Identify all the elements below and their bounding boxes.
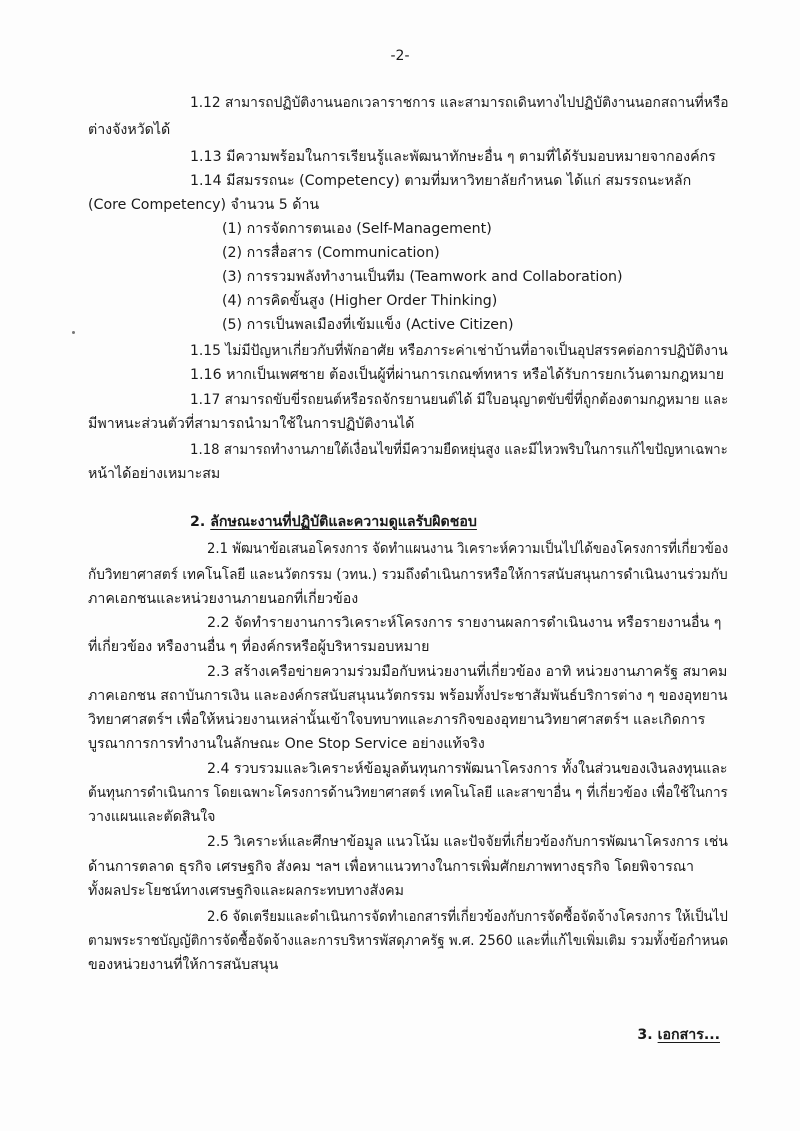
competency-3: (3) การรวมพลังทำงานเป็นทีม (Teamwork and Collaboration): [222, 269, 623, 285]
item-1-12-line-2: ต่างจังหวัดได้: [88, 122, 171, 138]
next-page-marker: [637, 1025, 720, 1045]
item-2-2-line-2: ที่เกี่ยวข้อง หรืองานอื่น ๆ ที่องค์กรหรือผู้บริหารมอบหมาย: [88, 639, 430, 655]
item-1-13: 1.13 มีความพร้อมในการเรียนรู้และพัฒนาทักษะอื่น ๆ ตามที่ได้รับมอบหมายจากองค์กร: [190, 149, 716, 165]
competency-4: (4) การคิดขั้นสูง (Higher Order Thinking): [222, 293, 498, 309]
item-2-2-line-1: 2.2 จัดทำรายงานการวิเคราะห์โครงการ รายงานผลการดำเนินงาน หรือรายงานอื่น ๆ: [207, 615, 722, 631]
item-2-6-line-1: 2.6 จัดเตรียมและดำเนินการจัดทำเอกสารที่เกี่ยวข้องกับการจัดซื้อจัดจ้างโครงการ ให้เป็นไป: [207, 909, 728, 925]
page-number: -2-: [390, 48, 410, 64]
item-2-3-line-4: บูรณาการการทำงานในลักษณะ One Stop Service อย่างแท้จริง: [88, 736, 485, 752]
competency-5: (5) การเป็นพลเมืองที่เข้มแข็ง (Active Citizen): [222, 317, 514, 333]
item-2-3-line-1: 2.3 สร้างเครือข่ายความร่วมมือกับหน่วยงานที่เกี่ยวข้อง อาทิ หน่วยงานภาครัฐ สมาคม: [207, 664, 728, 680]
item-1-15: 1.15 ไม่มีปัญหาเกี่ยวกับที่พักอาศัย หรือภาระค่าเช่าบ้านที่อาจเป็นอุปสรรคต่อการปฏิบัติงาน: [190, 343, 728, 359]
item-2-6-line-2: ตามพระราชบัญญัติการจัดซื้อจัดจ้างและการบริหารพัสดุภาครัฐ พ.ศ. 2560 และที่แก้ไขเพิ่มเติม รวมทั้งข้อกำหนด: [88, 933, 729, 949]
item-2-5-line-2: ด้านการตลาด ธุรกิจ เศรษฐกิจ สังคม ฯลฯ เพื่อหาแนวทางในการเพิ่มศักยภาพทางธุรกิจ โดยพิจารณา: [88, 859, 694, 875]
item-2-4-line-2: ต้นทุนการดำเนินการ โดยเฉพาะโครงการด้านวิทยาศาสตร์ เทคโนโลยี และสาขาอื่น ๆ ที่เกี่ยวข้อง เพื่อใช้ในการ: [88, 785, 728, 801]
item-2-3-line-2: ภาคเอกชน สถาบันการเงิน และองค์กรสนับสนุนนวัตกรรม พร้อมทั้งประชาสัมพันธ์บริการต่าง ๆ ของอุทยาน: [88, 688, 728, 704]
section-2-number: 2.: [190, 514, 206, 530]
item-2-3-line-3: วิทยาศาสตร์ฯ เพื่อให้หน่วยงานเหล่านั้นเข้าใจบทบาทและภารกิจของอุทยานวิทยาศาสตร์ฯ และเกิดการ: [88, 712, 706, 728]
next-section-continuation: เอกสาร...: [657, 1027, 720, 1043]
section-2-heading: [190, 512, 477, 532]
item-2-4-line-1: 2.4 รวบรวมและวิเคราะห์ข้อมูลต้นทุนการพัฒนาโครงการ ทั้งในส่วนของเงินลงทุนและ: [207, 761, 728, 777]
competency-2: (2) การสื่อสาร (Communication): [222, 245, 440, 261]
item-1-16: 1.16 หากเป็นเพศชาย ต้องเป็นผู้ที่ผ่านการเกณฑ์ทหาร หรือได้รับการยกเว้นตามกฎหมาย: [190, 367, 725, 383]
item-2-4-line-3: วางแผนและตัดสินใจ: [88, 809, 216, 825]
item-1-18-line-1: 1.18 สามารถทำงานภายใต้เงื่อนไขที่มีความยืดหยุ่นสูง และมีไหวพริบในการแก้ไขปัญหาเฉพาะ: [190, 442, 728, 458]
item-1-17-line-1: 1.17 สามารถขับขี่รถยนต์หรือรถจักรยานยนต์ได้ มีใบอนุญาตขับขี่ที่ถูกต้องตามกฎหมาย และ: [190, 392, 729, 408]
item-1-14-line-1: 1.14 มีสมรรถนะ (Competency) ตามที่มหาวิทยาลัยกำหนด ได้แก่ สมรรถนะหลัก: [190, 173, 692, 189]
item-2-1-line-1: 2.1 พัฒนาข้อเสนอโครงการ จัดทำแผนงาน วิเคราะห์ความเป็นไปได้ของโครงการที่เกี่ยวข้อง: [207, 541, 729, 557]
item-1-17-line-2: มีพาหนะส่วนตัวที่สามารถนำมาใช้ในการปฏิบัติงานได้: [88, 416, 415, 432]
item-1-14-line-2: (Core Competency) จำนวน 5 ด้าน: [88, 197, 320, 213]
competency-1: (1) การจัดการตนเอง (Self-Management): [222, 221, 492, 237]
item-2-6-line-3: ของหน่วยงานที่ให้การสนับสนุน: [88, 957, 279, 973]
item-2-1-line-2: กับวิทยาศาสตร์ เทคโนโลยี และนวัตกรรม (วทน.) รวมถึงดำเนินการหรือให้การสนับสนุนการดำเนินงานร่วมกับ: [88, 567, 728, 583]
item-2-5-line-1: 2.5 วิเคราะห์และศึกษาข้อมูล แนวโน้ม และปัจจัยที่เกี่ยวข้องกับการพัฒนาโครงการ เช่น: [207, 834, 728, 850]
item-1-18-line-2: หน้าได้อย่างเหมาะสม: [88, 466, 221, 482]
next-section-number: 3.: [637, 1027, 653, 1043]
item-2-5-line-3: ทั้งผลประโยชน์ทางเศรษฐกิจและผลกระทบทางสังคม: [88, 883, 404, 899]
item-1-12-line-1: 1.12 สามารถปฏิบัติงานนอกเวลาราชการ และสามารถเดินทางไปปฏิบัติงานนอกสถานที่หรือ: [190, 95, 729, 111]
item-2-1-line-3: ภาคเอกชนและหน่วยงานภายนอกที่เกี่ยวข้อง: [88, 591, 359, 607]
scan-speck: [72, 331, 75, 334]
section-2-title: ลักษณะงานที่ปฏิบัติและความดูแลรับผิดชอบ: [210, 514, 477, 530]
